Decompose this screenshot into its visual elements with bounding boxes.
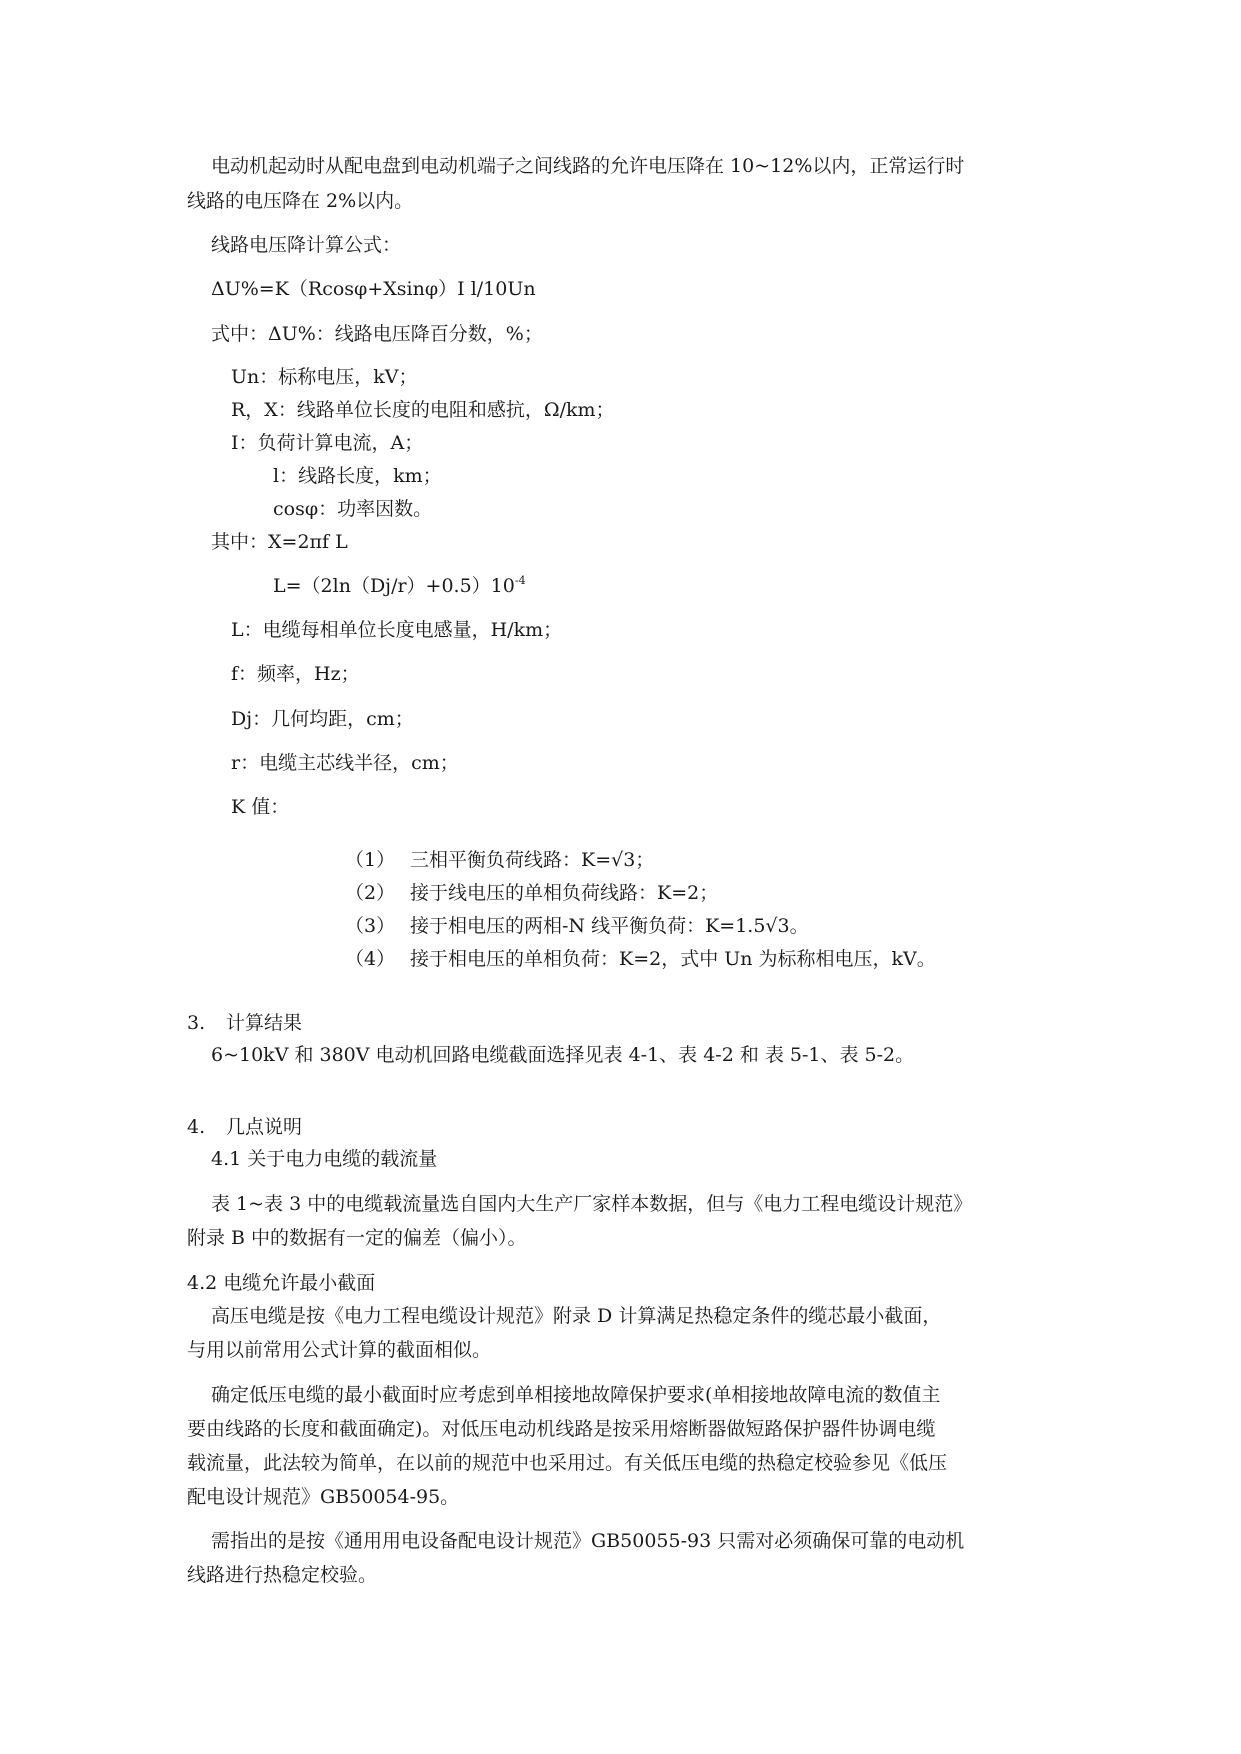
inductance-formula xyxy=(273,572,526,600)
among-line xyxy=(211,528,348,556)
k-item-3-number: （3） xyxy=(345,915,396,937)
definition-frequency: f：频率，Hz； xyxy=(231,663,360,685)
section-4-number: 4. xyxy=(187,1116,206,1138)
k-item-3-text: 接于相电压的两相-N 线平衡负荷：K=1.5√3。 xyxy=(410,915,809,937)
inductance-formula-exponent: -4 xyxy=(514,574,526,587)
section-4-1-title: 4.1 关于电力电缆的载流量 xyxy=(211,1148,438,1170)
section-4-2-para-b-line-1: 确定低压电缆的最小截面时应考虑到单相接地故障保护要求(单相接地故障电流的数值主 xyxy=(211,1384,941,1406)
definition-cos: cosφ：功率因数。 xyxy=(273,498,433,520)
section-4-2-para-a-line-1: 高压电缆是按《电力工程电缆设计规范》附录 D 计算满足热稳定条件的缆芯最小截面， xyxy=(211,1305,942,1327)
intro-paragraph-line-2: 线路的电压降在 2%以内。 xyxy=(187,190,414,212)
section-4-2-para-b-line-2: 要由线路的长度和截面确定)。对低压电动机线路是按采用熔断器做短路保护器件协调电缆 xyxy=(187,1418,936,1440)
voltage-drop-formula: ΔU%=K（Rcosφ+Xsinφ）I l/10Un xyxy=(211,278,536,300)
definition-radius: r：电缆主芯线半径，cm； xyxy=(231,752,459,774)
section-4-2-para-c-line-2: 线路进行热稳定校验。 xyxy=(187,1564,378,1586)
section-4-1-paragraph-line-1: 表 1~表 3 中的电缆载流量选自国内大生产厂家样本数据，但与《电力工程电缆设计规范》 xyxy=(211,1193,973,1215)
among-label: 其中： xyxy=(211,531,269,553)
section-4-2-para-c-line-1: 需指出的是按《通用用电设备配电设计规范》GB50055-93 只需对必须确保可靠的电动机 xyxy=(211,1530,965,1552)
k-value-label: K 值： xyxy=(231,796,290,818)
reactance-formula: X=2πf L xyxy=(268,531,348,553)
definition-rx: R，X：线路单位长度的电阻和感抗，Ω/km； xyxy=(231,399,615,421)
definition-dj: Dj：几何均距，cm； xyxy=(231,708,414,730)
definition-l: l：线路长度，km； xyxy=(273,465,442,487)
section-4-1-paragraph-line-2: 附录 B 中的数据有一定的偏差（偏小）。 xyxy=(187,1227,527,1249)
section-3-title: 计算结果 xyxy=(226,1012,303,1034)
section-4-2-para-b-line-4: 配电设计规范》GB50054-95。 xyxy=(187,1486,460,1508)
section-4-title: 几点说明 xyxy=(226,1116,303,1138)
k-item-2-text: 接于线电压的单相负荷线路：K=2； xyxy=(410,882,719,904)
section-4-2-para-b-line-3: 载流量，此法较为简单，在以前的规范中也采用过。有关低压电缆的热稳定校验参见《低压 xyxy=(187,1452,948,1474)
section-4-2-title: 4.2 电缆允许最小截面 xyxy=(187,1272,376,1294)
section-4-2-para-a-line-2: 与用以前常用公式计算的截面相似。 xyxy=(187,1339,492,1361)
where-definition: 式中：ΔU%：线路电压降百分数，%； xyxy=(211,323,543,345)
formula-heading: 线路电压降计算公式： xyxy=(211,234,402,256)
section-3-number: 3. xyxy=(187,1012,206,1034)
definition-inductance: L：电缆每相单位长度电感量，H/km； xyxy=(231,619,563,641)
definition-i: I：负荷计算电流，A； xyxy=(231,432,424,454)
inductance-formula-main: L=（2ln（Dj/r）+0.5）10 xyxy=(273,575,515,597)
section-3-text: 6~10kV 和 380V 电动机回路电缆截面选择见表 4-1、表 4-2 和 表 5-1、表 5-2。 xyxy=(211,1044,915,1066)
k-item-2-number: （2） xyxy=(345,882,396,904)
k-item-1-number: （1） xyxy=(345,849,396,871)
k-item-4-number: （4） xyxy=(345,948,396,970)
k-item-4-text: 接于相电压的单相负荷：K=2，式中 Un 为标称相电压，kV。 xyxy=(410,948,936,970)
intro-paragraph-line-1: 电动机起动时从配电盘到电动机端子之间线路的允许电压降在 10~12%以内，正常运行时 xyxy=(211,155,965,177)
definition-un: Un：标称电压，kV； xyxy=(231,366,418,388)
k-item-1-text: 三相平衡负荷线路：K=√3； xyxy=(410,849,655,871)
